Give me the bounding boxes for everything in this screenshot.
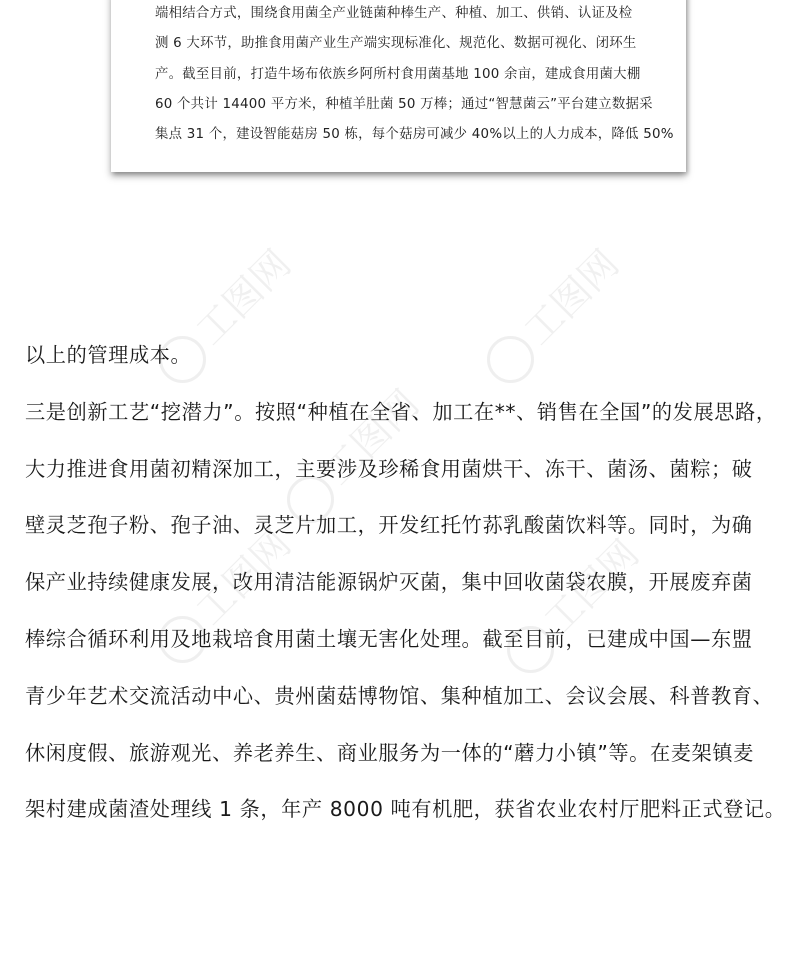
body-line: 休闲度假、旅游观光、养老养生、商业服务为一体的“蘑力小镇”等。在麦架镇麦 bbox=[25, 740, 754, 765]
body-line: 大力推进食用菌初精深加工，主要涉及珍稀食用菌烘干、冻干、菌汤、菌粽；破 bbox=[25, 456, 753, 481]
body-line: 保产业持续健康发展，改用清洁能源锅炉灭菌，集中回收菌袋农膜，开展废弃菌 bbox=[25, 570, 753, 595]
body-line: 青少年艺术交流活动中心、贵州菌菇博物馆、集种植加工、会议会展、科普教育、 bbox=[25, 683, 774, 708]
document-body bbox=[25, 327, 785, 838]
watermark-text: 工图网 bbox=[187, 521, 300, 634]
excerpt-paragraph bbox=[155, 0, 674, 150]
body-line: 架村建成菌渣处理线 1 条，年产 8000 吨有机肥，获省农业农村厅肥料正式登记。 bbox=[25, 797, 786, 822]
excerpt-line: 测 6 大环节，助推食用菌产业生产端实现标准化、规范化、数据可视化、闭环生 bbox=[155, 36, 637, 52]
watermark-text: 工图网 bbox=[315, 381, 428, 494]
excerpt-line: 60 个共计 14400 平方米，种植羊肚菌 50 万棒；通过“智慧菌云”平台建立数据采 bbox=[155, 96, 653, 112]
excerpt-card bbox=[111, 0, 686, 172]
body-line: 棒综合循环利用及地栽培食用菌土壤无害化处理。截至目前，已建成中国—东盟 bbox=[25, 626, 753, 651]
watermark-text: 工图网 bbox=[187, 241, 300, 354]
excerpt-line: 产。截至目前，打造牛场布依族乡阿所村食用菌基地 100 余亩，建成食用菌大棚 bbox=[155, 66, 641, 82]
excerpt-line: 端相结合方式，围绕食用菌全产业链菌种棒生产、种植、加工、供销、认证及检 bbox=[155, 6, 633, 21]
body-line: 三是创新工艺“挖潜力”。按照“种植在全省、加工在**、销售在全国”的发展思路， bbox=[25, 399, 777, 424]
watermark-text: 工图网 bbox=[535, 531, 648, 644]
body-line: 壁灵芝孢子粉、孢子油、灵芝片加工，开发红托竹荪乳酸菌饮料等。同时，为确 bbox=[25, 513, 753, 538]
excerpt-line: 集点 31 个，建设智能菇房 50 栋，每个菇房可减少 40%以上的人力成本，降低 50% bbox=[155, 127, 674, 143]
body-line: 以上的管理成本。 bbox=[25, 343, 192, 367]
watermark-text: 工图网 bbox=[515, 241, 628, 354]
